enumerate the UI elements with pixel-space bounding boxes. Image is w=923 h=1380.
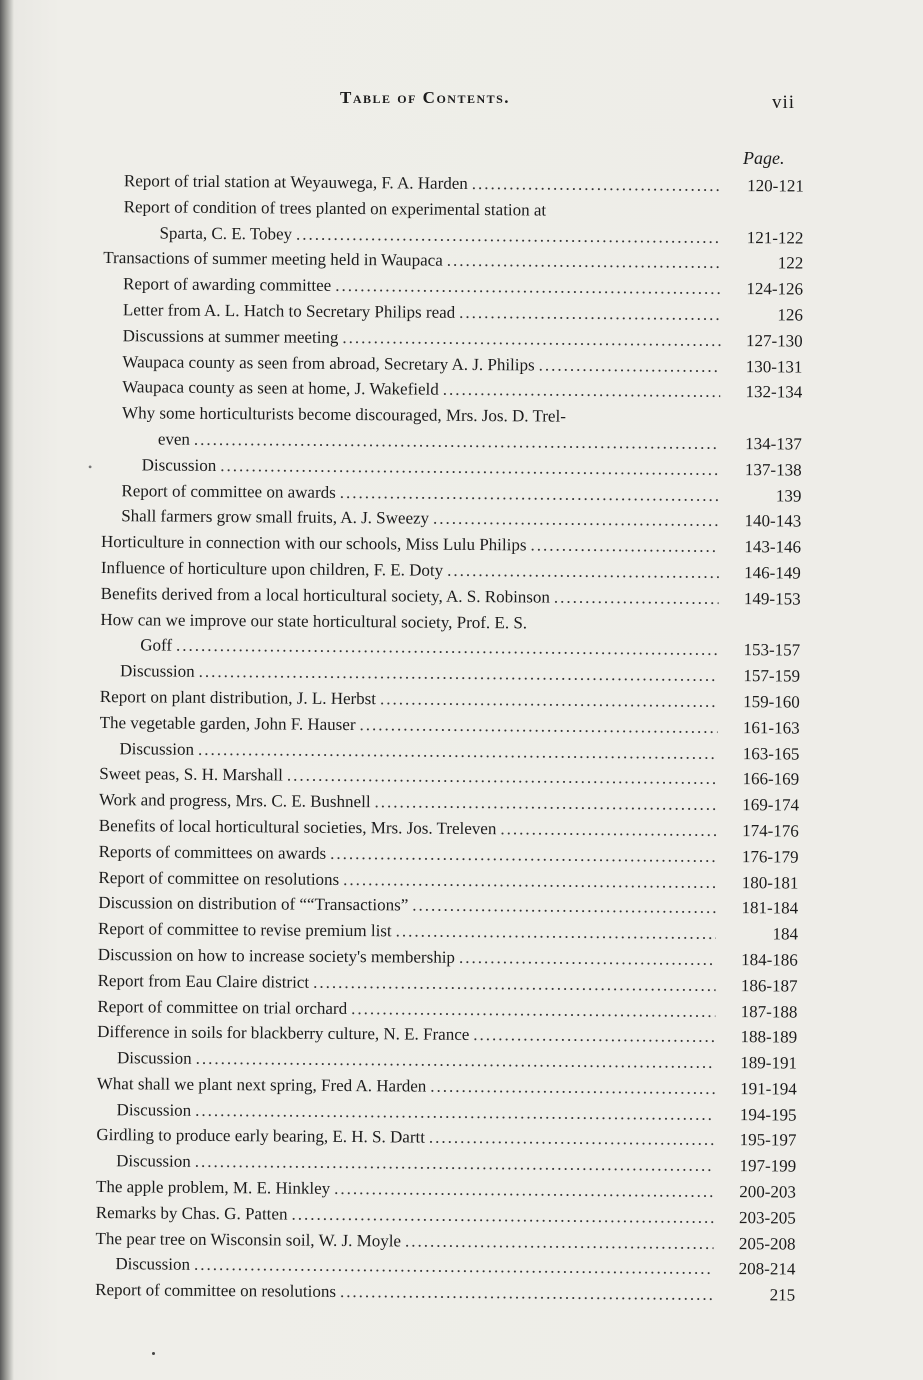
- toc-entry-page: 124-126: [746, 279, 804, 299]
- page-speck: [152, 1352, 155, 1355]
- toc-entry-page: 194-195: [739, 1104, 797, 1125]
- toc-entry-title: What shall we plant next spring, Fred A. Harden: [96, 1073, 427, 1096]
- toc-entry-title: Report of committee to revise premium list: [97, 919, 392, 941]
- dot-leader: [459, 945, 716, 973]
- toc-entry-page: 184: [772, 924, 799, 944]
- toc-entry-page: 191-194: [740, 1078, 797, 1099]
- toc-entry-title: The pear tree on Wisconsin soil, W. J. Moyle: [95, 1228, 402, 1251]
- toc-entry-page: 188-189: [740, 1027, 798, 1047]
- toc-entry-title: Report of committee on resolutions: [98, 867, 340, 889]
- toc-entry-title: Report from Eau Claire district: [97, 970, 310, 992]
- dot-leader: [195, 1097, 715, 1127]
- toc-entry-title: Discussion: [119, 738, 195, 759]
- toc-entry-page: 176-179: [741, 846, 799, 867]
- toc-entry-page: 153-157: [743, 640, 801, 660]
- toc-entry-title: Girdling to produce early bearing, E. H. S. Dartt: [96, 1125, 426, 1148]
- toc-entry-page: 122: [777, 253, 804, 273]
- dot-leader: [342, 325, 720, 354]
- toc-entry-page: 197-199: [739, 1156, 797, 1176]
- dot-leader: [380, 686, 718, 714]
- dot-leader: [194, 1252, 714, 1282]
- toc-entry-title: How can we improve our state horticultural society, Prof. E. S.: [100, 609, 528, 632]
- toc-entry-title: Letter from A. L. Hatch to Secretary Philips read: [122, 300, 456, 322]
- toc-entry-page: 127-130: [745, 330, 803, 351]
- dot-leader: [447, 248, 722, 276]
- toc-entry-title: Discussion: [116, 1048, 192, 1068]
- toc-entry-page: 140-143: [744, 511, 802, 531]
- table-of-contents: [87, 168, 804, 1309]
- toc-entry-title: Sweet peas, S. H. Marshall: [99, 764, 283, 785]
- toc-entry-page: 208-214: [738, 1259, 796, 1279]
- toc-entry-title: Reports of committees on awards: [98, 841, 327, 863]
- toc-entry-page: 166-169: [742, 769, 800, 789]
- dot-leader: [220, 453, 720, 483]
- toc-entry-page: 146-149: [744, 563, 801, 583]
- toc-entry-title: Discussion: [115, 1254, 191, 1275]
- toc-entry-page: 130-131: [745, 356, 803, 377]
- dot-leader: [291, 1201, 713, 1230]
- toc-entry-title: Discussion: [116, 1151, 191, 1172]
- toc-entry-title: Discussion: [119, 661, 195, 681]
- toc-entry-title: Report of awarding committee: [123, 274, 332, 296]
- dot-leader: [287, 763, 718, 792]
- toc-entry-page: 184-186: [741, 949, 798, 970]
- toc-entry-page: 157-159: [743, 666, 801, 686]
- toc-entry-title: Horticulture in connection with our schools, Miss Lulu Philips: [100, 532, 527, 555]
- dot-leader: [199, 659, 719, 689]
- toc-entry-page: 159-160: [743, 692, 800, 712]
- dot-leader: [195, 1149, 715, 1179]
- dot-leader: [351, 996, 715, 1025]
- dot-leader: [296, 221, 722, 250]
- toc-entry-page: 120-121: [747, 176, 804, 196]
- dot-leader: [343, 866, 716, 895]
- toc-entry-title: Discussion: [141, 455, 217, 475]
- toc-entry-title: Benefits of local horticultural societies, Mrs. Jos. Treleven: [98, 815, 497, 839]
- dot-leader: [412, 893, 716, 921]
- toc-entry-page: 187-188: [740, 1001, 798, 1022]
- dot-leader: [530, 533, 719, 560]
- toc-entry-page: 195-197: [739, 1130, 797, 1151]
- toc-entry-page: [724, 423, 802, 424]
- toc-entry-page: 149-153: [743, 588, 801, 609]
- toc-entry-title: Why some horticulturists become discouraged, Mrs. Jos. D. Trel-: [122, 403, 566, 426]
- toc-entry-title: Discussions at summer meeting: [122, 325, 339, 347]
- dot-leader: [473, 1022, 715, 1050]
- dot-leader: [198, 736, 718, 766]
- toc-entry-title: Report on plant distribution, J. L. Herbst: [99, 686, 377, 709]
- toc-entry-title: Remarks by Chas. G. Patten: [95, 1202, 288, 1224]
- dot-leader: [396, 918, 717, 946]
- toc-entry-page: 215: [769, 1285, 796, 1305]
- toc-entry-page: 200-203: [739, 1182, 797, 1202]
- toc-entry-title: Transactions of summer meeting held in Waupaca: [103, 248, 443, 271]
- toc-entry-title: Discussion on distribution of ““Transactions”: [98, 893, 409, 915]
- toc-entry-title: Discussion on how to increase society's membership: [97, 944, 456, 967]
- dot-leader: [554, 584, 719, 611]
- dot-leader: [330, 841, 717, 870]
- dot-leader: [531, 628, 718, 629]
- toc-entry-title: Report of committee on trial orchard: [97, 996, 348, 1018]
- toc-entry-page: 180-181: [741, 872, 799, 893]
- dot-leader: [340, 1279, 713, 1308]
- dot-leader: [429, 1125, 715, 1153]
- toc-entry-title: even: [157, 429, 191, 449]
- toc-entry-title: The apple problem, M. E. Hinkley: [95, 1177, 331, 1198]
- dot-leader: [313, 969, 716, 998]
- page-column-heading: Page.: [743, 148, 785, 168]
- toc-entry-title: Goff: [140, 635, 173, 655]
- running-header: [0, 88, 923, 118]
- toc-entry-page: [726, 217, 804, 218]
- toc-entry-title: Shall farmers grow small fruits, A. J. Sweezy: [121, 506, 430, 528]
- toc-entry-title: Waupaca county as seen at home, J. Wakefield: [122, 377, 439, 400]
- toc-entry-title: Benefits derived from a local horticultural society, A. S. Robinson: [100, 583, 551, 607]
- toc-entry-title: Difference in soils for blackberry culture, N. E. France: [97, 1022, 470, 1045]
- toc-entry: [87, 1277, 795, 1308]
- dot-leader: [539, 352, 721, 379]
- toc-entry-title: Report of committee on awards: [121, 480, 336, 502]
- toc-entry-page: 143-146: [744, 537, 802, 557]
- dot-leader: [500, 816, 717, 843]
- dot-leader: [405, 1228, 714, 1256]
- toc-entry-page: 181-184: [741, 898, 799, 918]
- toc-entry-page: 134-137: [745, 434, 802, 454]
- toc-entry-title: Report of condition of trees planted on experimental station at: [123, 197, 547, 220]
- toc-entry-page: 137-138: [744, 459, 802, 480]
- toc-entry-page: 189-191: [740, 1053, 798, 1073]
- dot-leader: [443, 377, 721, 405]
- toc-entry-page: 126: [777, 305, 803, 325]
- toc-entry-title: Waupaca county as seen from abroad, Secretary A. J. Philips: [122, 351, 535, 375]
- dot-leader: [550, 215, 721, 216]
- running-title: Table of Contents.: [340, 88, 511, 107]
- toc-entry-title: Work and progress, Mrs. C. E. Bushnell: [98, 790, 371, 812]
- toc-entry-title: Influence of horticulture upon children, F. E. Doty: [100, 558, 444, 580]
- toc-entry-title: Discussion: [116, 1099, 192, 1120]
- toc-entry-page: 169-174: [742, 795, 800, 815]
- dot-leader: [359, 712, 717, 741]
- toc-entry-page: 161-163: [742, 717, 800, 738]
- toc-entry-page: 139: [775, 485, 802, 506]
- dot-leader: [196, 1046, 716, 1076]
- dot-leader: [447, 558, 719, 586]
- dot-leader: [433, 506, 719, 534]
- dot-leader: [430, 1074, 715, 1102]
- dot-leader: [472, 171, 722, 199]
- toc-entry-page: 132-134: [745, 382, 803, 402]
- dot-leader: [340, 479, 720, 508]
- toc-entry-page: 163-165: [742, 743, 800, 764]
- toc-entry-title: Report of committee on resolutions: [95, 1280, 337, 1302]
- dot-leader: [335, 273, 721, 302]
- dot-leader: [334, 1176, 714, 1205]
- toc-entry-page: 174-176: [742, 821, 799, 841]
- toc-entry-title: Report of trial station at Weyauwega, F. A. Harden: [123, 171, 468, 193]
- toc-entry-page: 186-187: [740, 975, 798, 996]
- dot-leader: [374, 789, 717, 817]
- toc-entry-page: [722, 629, 800, 630]
- margin-bullet-mark: •: [88, 460, 93, 474]
- page-number: vii: [772, 92, 796, 113]
- toc-entry-title: The vegetable garden, John F. Hauser: [99, 712, 356, 734]
- toc-entry-page: 121-122: [746, 227, 804, 248]
- toc-entry-title: Sparta, C. E. Tobey: [159, 223, 293, 244]
- toc-entry-page: 203-205: [739, 1207, 796, 1228]
- dot-leader: [459, 300, 721, 328]
- dot-leader: [570, 422, 720, 423]
- toc-entry-page: 205-208: [738, 1233, 796, 1254]
